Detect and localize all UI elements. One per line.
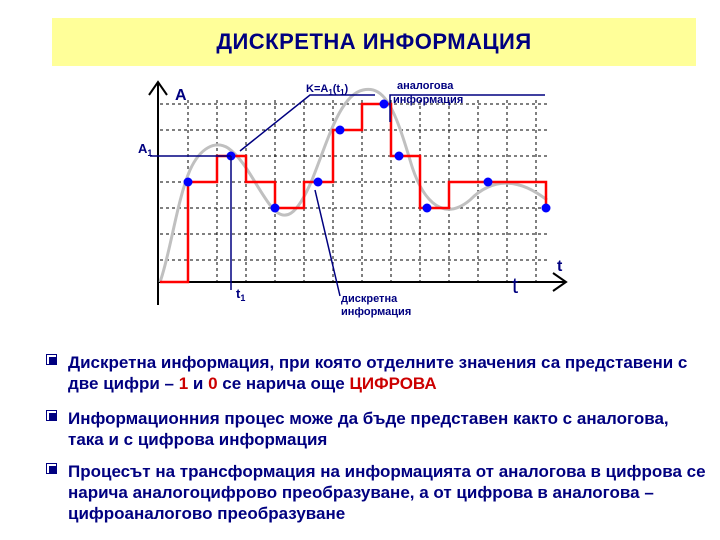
bullet-square-icon: [46, 463, 57, 474]
bullet-process: Информационния процес може да бъде представен както с аналогова, така и с цифрова информация: [46, 408, 706, 450]
k-pointer: [240, 95, 375, 151]
sample-point: [184, 178, 193, 187]
sample-point: [336, 126, 345, 135]
time-label: $t_1$: [236, 286, 246, 303]
analog-label-line1: аналогова: [397, 80, 454, 92]
bullet-square-icon: [46, 354, 57, 365]
sample-point: [484, 178, 493, 187]
page-title: ДИСКРЕТНА ИНФОРМАЦИЯ: [216, 29, 532, 54]
sample-point: [380, 100, 389, 109]
discrete-label-line1: дискретна: [341, 293, 398, 305]
sample-point: [542, 204, 551, 213]
sample-point: [271, 204, 280, 213]
bullet-conversion: Процесът на трансформация на информацията от аналогова в цифрова се нарича аналогоцифрово преобразуване, а от цифрова в аналогова – цифроаналогово преобразуване: [46, 461, 706, 524]
discrete-pointer: [315, 190, 340, 296]
analog-label-line2: информация: [393, 94, 464, 106]
x-axis-label: t: [557, 258, 563, 275]
discrete-label-line2: информация: [341, 306, 412, 318]
level-label: $A_1$: [138, 141, 153, 158]
sample-point: [314, 178, 323, 187]
discrete-signal: [160, 104, 546, 282]
grid: [160, 100, 548, 282]
x-axis-label-t: t: [512, 273, 519, 298]
pointers: [240, 95, 545, 296]
k-label: $K=A_1(t_1)$: [306, 83, 349, 97]
axes: [149, 82, 566, 305]
bullet-digital: Дискретна информация, при която отделните значения са представени с две цифри – 1 и 0 се нарича още ЦИФРОВА: [46, 352, 706, 394]
bullet-square-icon: [46, 410, 57, 421]
sample-point: [395, 152, 404, 161]
y-axis-label: A: [175, 87, 187, 104]
sample-point: [423, 204, 432, 213]
